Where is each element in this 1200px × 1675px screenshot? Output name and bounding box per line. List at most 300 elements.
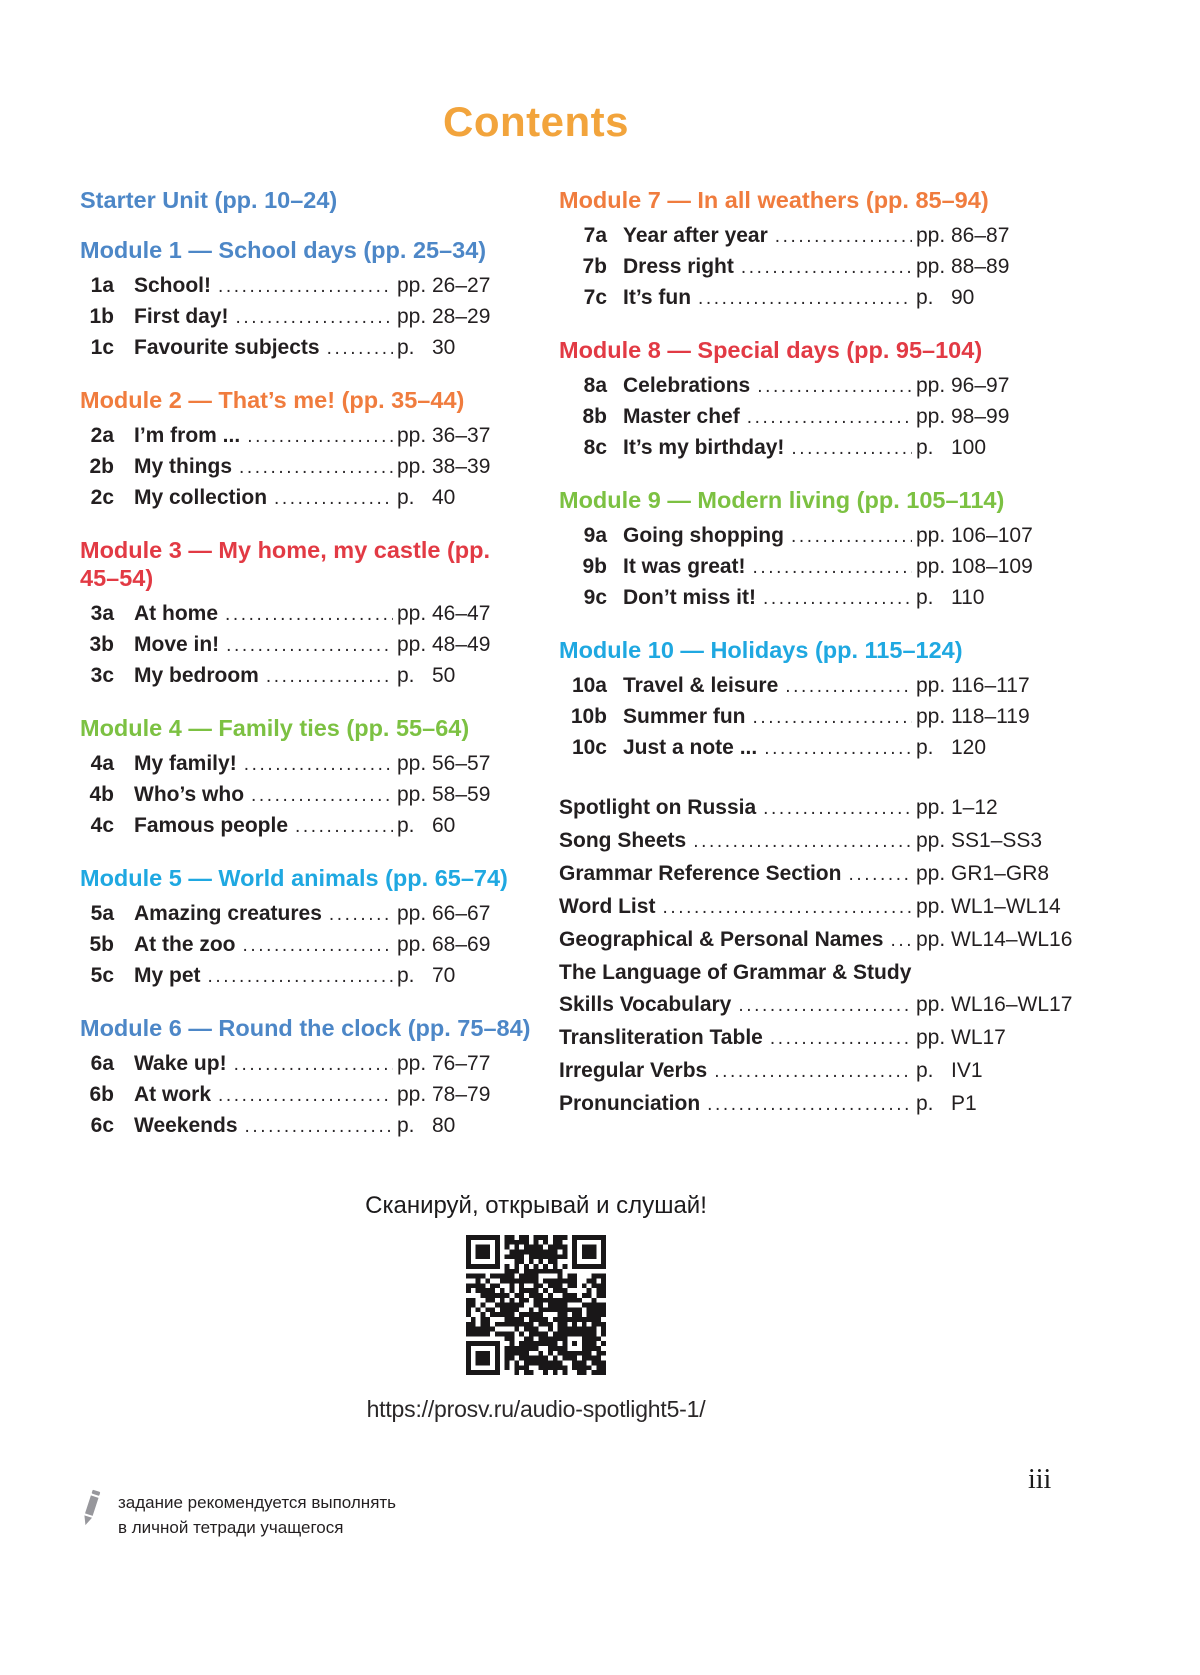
dot-leader <box>239 453 393 483</box>
entry-code: 9a <box>583 524 607 548</box>
entry-title: Skills Vocabulary <box>559 993 732 1017</box>
page-numbers: 36–37 <box>432 424 491 448</box>
entry-code: 10a <box>571 674 607 698</box>
toc-entry <box>80 630 532 661</box>
dot-leader <box>741 253 912 283</box>
dot-leader <box>236 303 393 333</box>
page-numbers: 100 <box>951 436 987 460</box>
dot-leader <box>848 859 912 891</box>
module-10-entries <box>559 671 1082 764</box>
entry-pageref <box>916 702 1082 732</box>
page-numbers: 90 <box>951 286 975 310</box>
entry-code: 8b <box>582 405 607 429</box>
entry-code: 4a <box>90 752 114 776</box>
entry-code: 6a <box>90 1052 114 1076</box>
entry-pageref <box>916 989 1082 1021</box>
backmatter-entry <box>559 989 1082 1022</box>
toc-entry <box>559 733 1082 764</box>
page-numbers: WL17 <box>951 1026 1006 1050</box>
entry-title: I’m from ... <box>134 424 241 448</box>
dot-leader <box>218 1081 393 1111</box>
page-numbers: 70 <box>432 964 456 988</box>
module-5-entries <box>80 899 532 992</box>
page-numbers: P1 <box>951 1092 977 1116</box>
dot-leader <box>785 672 912 702</box>
entry-pageref <box>916 1055 1082 1087</box>
dot-leader <box>662 892 912 924</box>
entry-title: My things <box>134 455 232 479</box>
dot-leader <box>714 1056 912 1088</box>
entry-code: 6c <box>90 1114 114 1138</box>
toc-right-column <box>559 186 1082 1142</box>
page-prefix: pp. <box>397 752 427 776</box>
page-prefix: pp. <box>916 829 946 853</box>
toc-entry <box>559 371 1082 402</box>
entry-code: 1a <box>90 274 114 298</box>
entry-code: 10b <box>570 705 607 729</box>
page-numbers: 80 <box>432 1114 456 1138</box>
toc-left-column <box>80 186 532 1142</box>
dot-leader <box>234 1050 393 1080</box>
page-numbers: SS1–SS3 <box>951 829 1043 853</box>
dot-leader <box>753 553 912 583</box>
module-3-heading: Module 3 — My home, my castle (pp. 45–54) <box>80 537 491 592</box>
page-numbers: 40 <box>432 486 456 510</box>
dot-leader <box>274 484 393 514</box>
dot-leader <box>693 826 912 858</box>
page-numbers: 58–59 <box>432 783 491 807</box>
entry-title: First day! <box>134 305 229 329</box>
backmatter-entry <box>559 1088 1082 1121</box>
dot-leader <box>757 372 912 402</box>
entry-pageref <box>916 433 1082 463</box>
entry-pageref <box>916 583 1082 613</box>
dot-leader <box>247 422 393 452</box>
audio-footer <box>80 1190 992 1423</box>
page-prefix: pp. <box>916 1026 946 1050</box>
entry-pageref <box>397 780 532 810</box>
entry-code: 8a <box>583 374 607 398</box>
starter-unit-heading: Starter Unit (pp. 10–24) <box>80 187 338 214</box>
page-numbers: 60 <box>432 814 456 838</box>
entry-pageref <box>397 930 532 960</box>
entry-title: It was great! <box>623 555 746 579</box>
page-numbers: 116–117 <box>951 674 1030 698</box>
entry-title: Word List <box>559 895 656 919</box>
dot-leader <box>791 522 912 552</box>
entry-code: 8c <box>583 436 607 460</box>
entry-title: At the zoo <box>134 933 236 957</box>
dot-leader <box>775 222 912 252</box>
page-prefix: pp. <box>916 895 946 919</box>
entry-title: Pronunciation <box>559 1092 701 1116</box>
dot-leader <box>218 272 393 302</box>
entry-code: 5b <box>89 933 114 957</box>
module-4-heading: Module 4 — Family ties (pp. 55–64) <box>80 715 470 742</box>
page-prefix: pp. <box>916 862 946 886</box>
entry-pageref <box>916 825 1082 857</box>
module-10-heading: Module 10 — Holidays (pp. 115–124) <box>559 637 963 664</box>
page-prefix: p. <box>397 486 415 510</box>
toc-entry <box>80 483 532 514</box>
entry-pageref <box>916 671 1082 701</box>
module-2-heading: Module 2 — That’s me! (pp. 35–44) <box>80 387 465 414</box>
entry-pageref <box>397 899 532 929</box>
entry-pageref <box>397 1111 532 1141</box>
dot-leader <box>251 781 393 811</box>
dot-leader <box>791 434 912 464</box>
entry-pageref <box>397 749 532 779</box>
entry-pageref <box>397 1080 532 1110</box>
page-prefix: pp. <box>916 674 946 698</box>
entry-pageref <box>397 333 532 363</box>
dot-leader <box>763 793 912 825</box>
module-4-entries <box>80 749 532 842</box>
entry-title: It’s fun <box>623 286 692 310</box>
module-9-block <box>559 486 1082 614</box>
page-prefix: pp. <box>397 1083 427 1107</box>
entry-title: School! <box>134 274 211 298</box>
dot-leader <box>225 600 393 630</box>
entry-title: Grammar Reference Section <box>559 862 842 886</box>
entry-pageref <box>916 1088 1082 1120</box>
entry-title: Who’s who <box>134 783 245 807</box>
module-8-entries <box>559 371 1082 464</box>
toc-entry <box>559 702 1082 733</box>
entry-pageref <box>916 733 1082 763</box>
toc-entry <box>559 552 1082 583</box>
entry-code: 9c <box>583 586 607 610</box>
entry-title: Summer fun <box>623 705 746 729</box>
module-9-entries <box>559 521 1082 614</box>
backmatter-entry <box>559 792 1082 825</box>
module-3-block <box>80 536 532 692</box>
page-numbers: 30 <box>432 336 456 360</box>
page-numbers: 86–87 <box>951 224 1010 248</box>
entry-pageref <box>916 283 1082 313</box>
entry-code: 3a <box>90 602 114 626</box>
entry-title: Wake up! <box>134 1052 227 1076</box>
page-prefix: p. <box>397 1114 415 1138</box>
page-prefix: pp. <box>397 902 427 926</box>
page-numbers: IV1 <box>951 1059 983 1083</box>
entry-title: Geographical & Personal Names <box>559 928 884 952</box>
toc-entry <box>80 749 532 780</box>
page-numbers: 68–69 <box>432 933 491 957</box>
toc-entry <box>559 252 1082 283</box>
module-9-heading: Module 9 — Modern living (pp. 105–114) <box>559 487 1005 514</box>
entry-title: Celebrations <box>623 374 751 398</box>
page-prefix: pp. <box>916 796 946 820</box>
page-prefix: pp. <box>916 928 946 952</box>
page-prefix: pp. <box>916 524 946 548</box>
page-prefix: p. <box>916 286 934 310</box>
page-prefix: pp. <box>916 993 946 1017</box>
module-1-entries <box>80 271 532 364</box>
page-numbers: WL16–WL17 <box>951 993 1073 1017</box>
page-prefix: p. <box>916 1092 934 1116</box>
entry-code: 2a <box>90 424 114 448</box>
toc-entry <box>559 433 1082 464</box>
page-prefix: p. <box>916 586 934 610</box>
page-prefix: p. <box>916 1059 934 1083</box>
entry-title: Favourite subjects <box>134 336 320 360</box>
entry-pageref <box>916 521 1082 551</box>
entry-title: Travel & leisure <box>623 674 779 698</box>
entry-code: 4c <box>90 814 114 838</box>
dot-leader <box>295 812 393 842</box>
dot-leader <box>244 750 393 780</box>
page-prefix: pp. <box>397 424 427 448</box>
dot-leader <box>763 584 912 614</box>
entry-pageref <box>397 1049 532 1079</box>
entry-title: At work <box>134 1083 212 1107</box>
module-7-entries <box>559 221 1082 314</box>
module-6-entries <box>80 1049 532 1142</box>
page-numbers: 88–89 <box>951 255 1010 279</box>
page-prefix: pp. <box>397 274 427 298</box>
toc-entry <box>80 899 532 930</box>
entry-pageref <box>397 599 532 629</box>
toc-entry <box>80 661 532 692</box>
page-prefix: p. <box>916 736 934 760</box>
page-numbers: 48–49 <box>432 633 491 657</box>
page-prefix: p. <box>916 436 934 460</box>
entry-pageref <box>397 811 532 841</box>
entry-pageref <box>397 483 532 513</box>
toc-columns <box>80 186 1200 1142</box>
entry-pageref <box>916 1022 1082 1054</box>
page-number: iii <box>1028 1464 1052 1495</box>
backmatter-entry <box>559 924 1082 957</box>
dot-leader <box>329 900 393 930</box>
toc-entry <box>80 1080 532 1111</box>
entry-code: 6b <box>89 1083 114 1107</box>
backmatter-list <box>559 792 1082 1121</box>
note-text <box>118 1487 396 1539</box>
page-numbers: 50 <box>432 664 456 688</box>
entry-title: Weekends <box>134 1114 238 1138</box>
dot-leader <box>242 931 393 961</box>
dot-leader <box>738 990 912 1022</box>
entry-pageref <box>916 858 1082 890</box>
toc-entry <box>559 221 1082 252</box>
note-line-1: задание рекомендуется выполнять <box>118 1493 397 1513</box>
module-1-heading: Module 1 — School days (pp. 25–34) <box>80 237 487 264</box>
entry-title: My family! <box>134 752 237 776</box>
page-prefix: pp. <box>916 224 946 248</box>
dot-leader <box>747 403 912 433</box>
page-numbers: 38–39 <box>432 455 491 479</box>
page-prefix: pp. <box>916 555 946 579</box>
page-numbers: WL1–WL14 <box>951 895 1061 919</box>
entry-title: Amazing creatures <box>134 902 322 926</box>
entry-code: 7b <box>582 255 607 279</box>
entry-title: Irregular Verbs <box>559 1059 708 1083</box>
page-numbers: 120 <box>951 736 987 760</box>
entry-title: Master chef <box>623 405 740 429</box>
entry-pageref <box>916 371 1082 401</box>
entry-pageref <box>916 891 1082 923</box>
dot-leader <box>753 703 912 733</box>
module-10-block <box>559 636 1082 764</box>
entry-pageref <box>916 792 1082 824</box>
backmatter-entry <box>559 891 1082 924</box>
page-prefix: p. <box>397 664 415 688</box>
entry-code: 2b <box>89 455 114 479</box>
page-numbers: 46–47 <box>432 602 491 626</box>
entry-code: 7a <box>583 224 607 248</box>
pencil-icon <box>78 1487 104 1529</box>
entry-code: 3b <box>89 633 114 657</box>
dot-leader <box>327 334 393 364</box>
module-1-block <box>80 236 532 364</box>
backmatter-entry <box>559 825 1082 858</box>
page-numbers: 1–12 <box>951 796 998 820</box>
module-7-heading: Module 7 — In all weathers (pp. 85–94) <box>559 187 989 214</box>
entry-title: Song Sheets <box>559 829 687 853</box>
page-prefix: pp. <box>397 305 427 329</box>
module-6-heading: Module 6 — Round the clock (pp. 75–84) <box>80 1015 531 1042</box>
module-8-heading: Module 8 — Special days (pp. 95–104) <box>559 337 983 364</box>
entry-pageref <box>916 552 1082 582</box>
toc-entry <box>80 333 532 364</box>
page-prefix: pp. <box>916 255 946 279</box>
entry-title: It’s my birthday! <box>623 436 785 460</box>
entry-title: Famous people <box>134 814 289 838</box>
toc-entry <box>80 1049 532 1080</box>
entry-code: 10c <box>571 736 607 760</box>
backmatter-entry <box>559 957 1082 989</box>
module-3-entries <box>80 599 532 692</box>
entry-title: The Language of Grammar & Study <box>559 961 912 985</box>
dot-leader <box>266 662 393 692</box>
entry-code: 3c <box>90 664 114 688</box>
backmatter-entry <box>559 1022 1082 1055</box>
audio-url: https://prosv.ru/audio-spotlight5-1/ <box>366 1396 706 1423</box>
entry-title: Transliteration Table <box>559 1026 763 1050</box>
toc-entry <box>559 671 1082 702</box>
dot-leader <box>698 284 912 314</box>
page-prefix: pp. <box>397 1052 427 1076</box>
dot-leader <box>764 734 912 764</box>
entry-pageref <box>916 402 1082 432</box>
toc-entry <box>80 452 532 483</box>
toc-entry <box>559 283 1082 314</box>
module-5-block <box>80 864 532 992</box>
entry-code: 9b <box>582 555 607 579</box>
entry-pageref <box>397 421 532 451</box>
entry-title: Dress right <box>623 255 734 279</box>
dot-leader <box>707 1089 912 1121</box>
page-prefix: pp. <box>916 405 946 429</box>
page-title: Contents <box>443 98 629 145</box>
scan-caption: Сканируй, открывай и слушай! <box>365 1192 707 1220</box>
page-numbers: 56–57 <box>432 752 491 776</box>
entry-title: Just a note ... <box>623 736 758 760</box>
entry-pageref <box>916 924 1082 956</box>
toc-entry <box>80 421 532 452</box>
toc-entry <box>80 599 532 630</box>
entry-title: Move in! <box>134 633 220 657</box>
entry-title: At home <box>134 602 218 626</box>
module-2-block <box>80 386 532 514</box>
entry-pageref <box>397 661 532 691</box>
entry-code: 7c <box>583 286 607 310</box>
entry-pageref <box>397 452 532 482</box>
dot-leader <box>226 631 393 661</box>
entry-title: Going shopping <box>623 524 784 548</box>
page-numbers: 106–107 <box>951 524 1033 548</box>
module-6-block <box>80 1014 532 1142</box>
dot-leader <box>890 925 912 957</box>
qr-code-image <box>466 1235 606 1375</box>
page-prefix: p. <box>397 814 415 838</box>
entry-pageref <box>916 252 1082 282</box>
page-prefix: pp. <box>916 374 946 398</box>
page-prefix: pp. <box>397 602 427 626</box>
module-8-block <box>559 336 1082 464</box>
page-numbers: 66–67 <box>432 902 491 926</box>
toc-entry <box>80 961 532 992</box>
toc-entry <box>80 271 532 302</box>
toc-entry <box>559 402 1082 433</box>
entry-title: My pet <box>134 964 201 988</box>
entry-title: My bedroom <box>134 664 259 688</box>
module-2-entries <box>80 421 532 514</box>
toc-entry <box>559 521 1082 552</box>
entry-code: 5c <box>90 964 114 988</box>
page-prefix: p. <box>397 336 415 360</box>
page-numbers: GR1–GR8 <box>951 862 1050 886</box>
entry-pageref <box>397 961 532 991</box>
page-numbers: 108–109 <box>951 555 1033 579</box>
toc-entry <box>80 811 532 842</box>
qr-code <box>80 1235 992 1380</box>
page-numbers: 26–27 <box>432 274 491 298</box>
toc-entry <box>80 1111 532 1142</box>
page-numbers: 110 <box>951 586 985 610</box>
entry-pageref <box>397 302 532 332</box>
backmatter-entry <box>559 1055 1082 1088</box>
dot-leader <box>208 962 393 992</box>
page-numbers: 96–97 <box>951 374 1010 398</box>
page-prefix: pp. <box>397 933 427 957</box>
entry-title: Spotlight on Russia <box>559 796 757 820</box>
entry-pageref <box>397 630 532 660</box>
toc-entry <box>80 780 532 811</box>
page-prefix: pp. <box>397 633 427 657</box>
note-line-2: в личной тетради учащегося <box>118 1517 344 1537</box>
page-numbers: 78–79 <box>432 1083 491 1107</box>
entry-code: 1c <box>90 336 114 360</box>
page-numbers: 118–119 <box>951 705 1030 729</box>
entry-title: Year after year <box>623 224 768 248</box>
module-5-heading: Module 5 — World animals (pp. 65–74) <box>80 865 508 892</box>
entry-code: 2c <box>90 486 114 510</box>
page-numbers: 98–99 <box>951 405 1010 429</box>
module-4-block <box>80 714 532 842</box>
dot-leader <box>245 1112 394 1142</box>
page-numbers: WL14–WL16 <box>951 928 1073 952</box>
module-7-block <box>559 186 1082 314</box>
page-prefix: pp. <box>397 783 427 807</box>
page-numbers: 76–77 <box>432 1052 491 1076</box>
page-prefix: p. <box>397 964 415 988</box>
page-prefix: pp. <box>916 705 946 729</box>
entry-title: Don’t miss it! <box>623 586 757 610</box>
page-numbers: 28–29 <box>432 305 491 329</box>
